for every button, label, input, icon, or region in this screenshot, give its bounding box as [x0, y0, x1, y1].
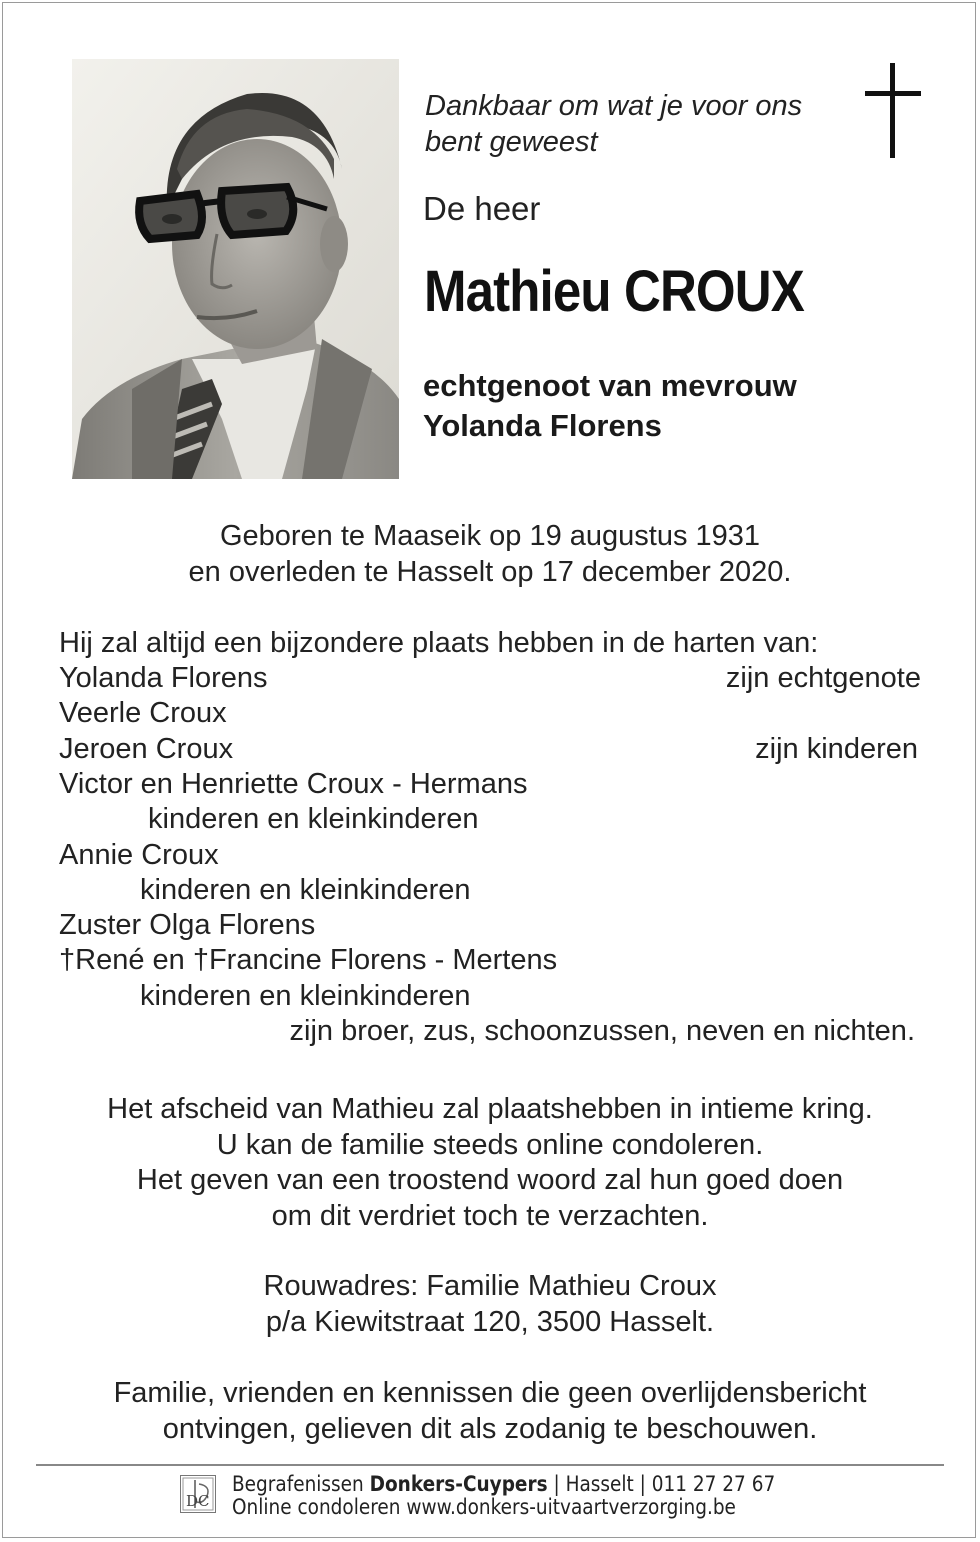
motto-line: Dankbaar om wat je voor ons — [425, 90, 803, 122]
honorific-title: De heer — [423, 190, 541, 227]
family-member: Yolanda Florens — [59, 662, 268, 694]
footer-online-link[interactable]: Online condoleren www.donkers-uitvaartverzorging.be — [232, 1495, 736, 1519]
family-relation: zijn kinderen — [755, 733, 918, 765]
footer-contact: | Hasselt | 011 27 27 67 — [547, 1472, 776, 1496]
farewell-block — [0, 1092, 980, 1234]
portrait-photo — [72, 59, 399, 479]
birth-line: Geboren te Maaseik op 19 augustus 1931 — [219, 520, 761, 552]
family-relation: zijn echtgenote — [725, 662, 921, 694]
motto-line: bent geweest — [425, 126, 598, 158]
notice-line: Familie, vrienden en kennissen die geen overlijdensbericht — [113, 1377, 867, 1409]
motto — [425, 88, 802, 160]
funeral-home-logo — [180, 1475, 216, 1513]
family-member: Zuster Olga Florens — [59, 909, 316, 941]
spouse-line: echtgenoot van mevrouw — [423, 368, 797, 403]
death-line: en overleden te Hasselt op 17 december 2020. — [188, 555, 792, 588]
family-member: Jeroen Croux — [59, 733, 234, 765]
farewell-line: Het afscheid van Mathieu zal plaatshebben in intieme kring. — [107, 1093, 873, 1125]
footer-company: Donkers-Cuypers — [369, 1472, 548, 1496]
family-member: Annie Croux — [59, 839, 219, 871]
notice-block — [0, 1376, 980, 1447]
birth-death-block — [0, 519, 980, 590]
farewell-line: om dit verdriet toch te verzachten. — [271, 1199, 709, 1232]
spouse-block — [423, 366, 797, 446]
spouse-name: Yolanda Florens — [423, 408, 662, 443]
svg-text:DC: DC — [186, 1492, 210, 1510]
farewell-line: U kan de familie steeds online condoleren. — [216, 1128, 764, 1161]
address-line: Rouwadres: Familie Mathieu Croux — [263, 1270, 717, 1302]
notice-line: ontvingen, gelieven dit als zodanig te beschouwen. — [162, 1412, 818, 1445]
family-member: zijn broer, zus, schoonzussen, neven en nichten. — [289, 1015, 915, 1047]
family-member: kinderen en kleinkinderen — [148, 803, 479, 835]
family-member: Victor en Henriette Croux - Hermans — [59, 768, 528, 800]
family-member: kinderen en kleinkinderen — [140, 874, 471, 906]
family-member: Veerle Croux — [59, 697, 227, 729]
address-line: p/a Kiewitstraat 120, 3500 Hasselt. — [265, 1305, 715, 1338]
address-block — [0, 1269, 980, 1340]
footer-prefix: Begrafenissen — [232, 1472, 370, 1496]
farewell-line: Het geven van een troostend woord zal hun goed doen — [136, 1164, 844, 1196]
footer-divider — [36, 1464, 944, 1466]
family-member: kinderen en kleinkinderen — [140, 980, 471, 1012]
family-member: †René en †Francine Florens - Mertens — [59, 944, 558, 976]
deceased-name: Mathieu CROUX — [424, 259, 804, 324]
footer-company-line — [232, 1473, 775, 1496]
family-intro: Hij zal altijd een bijzondere plaats hebben in de harten van: — [59, 627, 819, 659]
